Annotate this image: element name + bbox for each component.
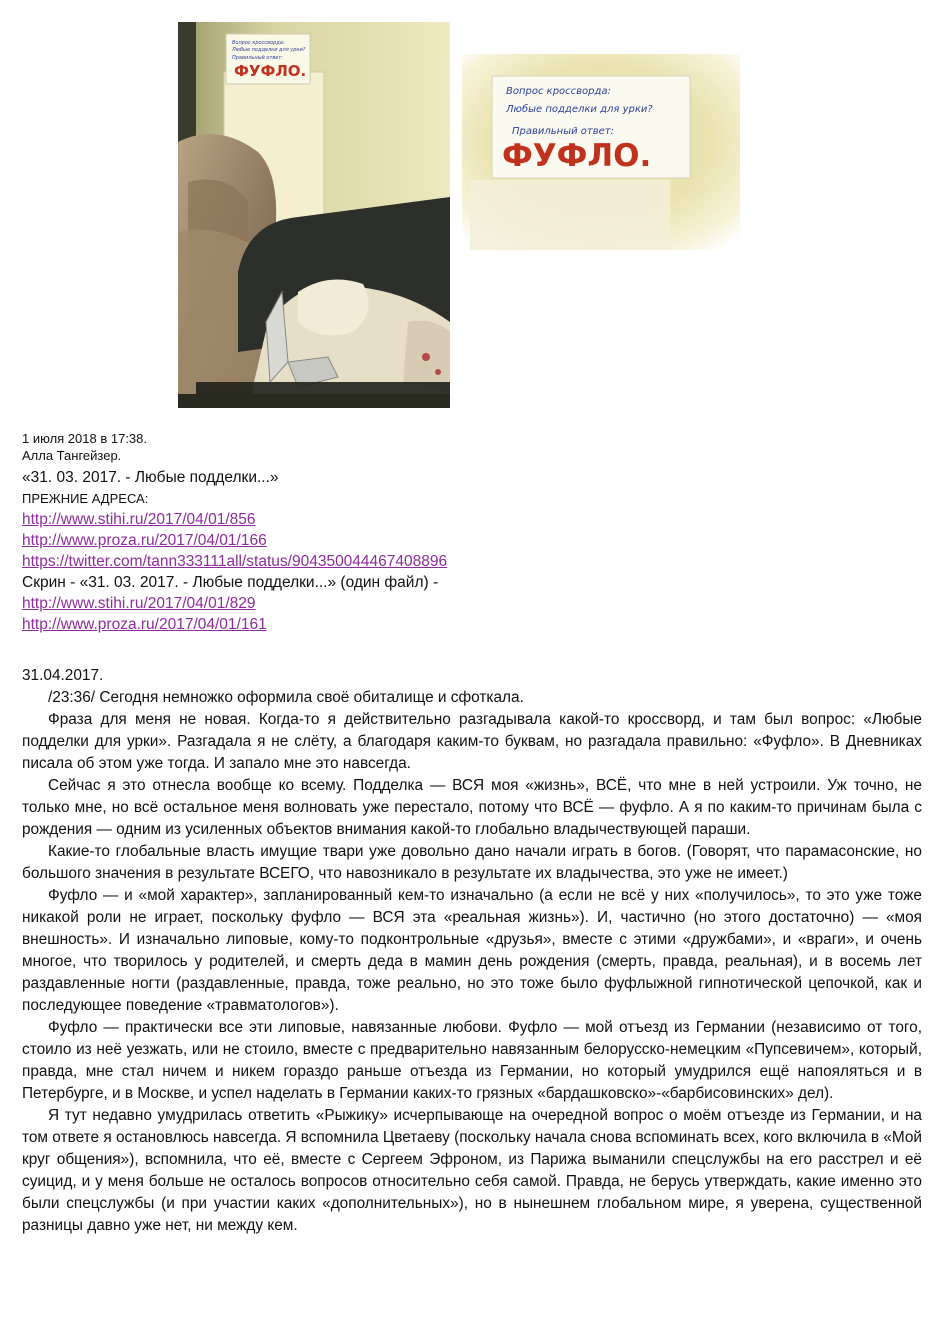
sign-answer: ФУФЛО.	[502, 138, 652, 174]
sign-question-label: Вопрос кроссворда:	[506, 86, 611, 97]
small-sign-question-label: Вопрос кроссворда:	[232, 40, 285, 46]
former-addresses-label: ПРЕЖНИЕ АДРЕСА:	[22, 491, 149, 506]
entry-date: 31.04.2017.	[22, 667, 104, 684]
post-date-time: 1 июля 2018 в 17:38.	[22, 431, 147, 446]
paragraph-6: Фуфло — практически все эти липовые, навязанные любови. Фуфло — мой отъезд из Германии (независимо от того, стоило из неё уезжать, или не стоило, вместе с предварительно навязанным белорусско-немецким «Пупсевичем», который, правда, мне стал ничем и никем гораздо раньше отъезда из Германии, но который умудрился ещё напояляться и в Петербурге, и в Москве, и успел наделать в Германии каких-то грязных «бардашковско»-«барбисовинских» дел).	[22, 1019, 922, 1102]
paragraph-3: Сейчас я это отнесла вообще ко всему. Подделка — ВСЯ моя «жизнь», ВСЁ, что мне в ней устроили. Уж точно, не только мне, но всё остальное меня волновать уже перестало, потому что ВСЁ — фуфло. А я по каким-то причинам была с рождения — одним из усиленных объектов внимания какой-то глобально владычествующей параши.	[22, 777, 922, 838]
small-sign-question: Любые подделки для урки?	[232, 47, 306, 53]
small-sign-answer-label: Правильный ответ:	[232, 55, 283, 61]
post-body	[22, 665, 922, 1237]
sign-question: Любые подделки для урки?	[506, 104, 653, 115]
paragraph-2: Фраза для меня не новая. Когда-то я действительно разгадывала какой-то кроссворд, и там был вопрос: «Любые подделки для урки». Разгадала я не слёту, а благодаря каким-то буквам, но разгадала правильно: «Фуфло». В Дневниках писала об этом уже тогда. И запало мне это навсегда.	[22, 711, 922, 772]
sign-closeup-drawing	[462, 54, 740, 250]
paragraph-7: Я тут недавно умудрилась ответить «Рыжику» исчерпывающе на очередной вопрос о моём отъезде из Германии, и на том ответе я остановлюсь навсегда. Я вспомнила Цветаеву (поскольку начала снова вспоминать всех, кого включила в «Мой круг общения»), вспомнила, что её, вместе с Сергеем Эфроном, из Парижа выманили спецслужбы на его расстрел и её суицид, и у меня больше не осталось вопросов относительно себя самой. Правда, не берусь утверждать, какие именно это были спецслужбы (и при участии каких «дополнительных»), но в нынешнем глобальном мире, я уверена, существенной разницы давно уже нет, ни между кем.	[22, 1107, 922, 1234]
sign-answer-label: Правильный ответ:	[512, 126, 614, 137]
paragraph-5: Фуфло — и «мой характер», запланированный кем-то изначально (а если не всё у них «получилось», то это уже тоже никакой роли не играет, поскольку фуфло — ВСЯ эта «реальная жизнь»). И, частично (но этого достаточно) — «моя внешность». И изначально липовые, кому-то подконтрольные «друзья», вместе с этими «дружбами», и «враги», и очень многое, что творилось у родителей, и смерть деда в мамин день рождения (смерть, правда, реальная), и в восемь лет раздавленные ногти (раздавленные, правда, тоже реально, но это тоже было фуфлыжной гипнотической цепочкой, как и последующее поведение «травматологов»).	[22, 887, 922, 1014]
paragraph-4: Какие-то глобальные власть имущие твари уже довольно дано начали играть в богов. (Говорят, что парамасонские, но большого значения в результате ВСЕГО, что навозникало в результате их владычества, это уже не имеет.)	[22, 843, 922, 882]
link-twitter-status[interactable]: https://twitter.com/tann333111all/status/904350044467408896	[22, 553, 448, 570]
small-sign-answer: ФУФЛО.	[234, 62, 307, 80]
link-proza-161[interactable]: http://www.proza.ru/2017/04/01/161	[22, 616, 267, 633]
link-stihi-856[interactable]: http://www.stihi.ru/2017/04/01/856	[22, 511, 256, 528]
post-author: Алла Тангейзер.	[22, 448, 122, 463]
post-header	[22, 467, 447, 635]
post-title: «31. 03. 2017. - Любые подделки...»	[22, 469, 279, 486]
room-photo-drawing	[178, 22, 450, 408]
room-photo	[178, 22, 450, 408]
link-proza-166[interactable]: http://www.proza.ru/2017/04/01/166	[22, 532, 267, 549]
link-stihi-829[interactable]: http://www.stihi.ru/2017/04/01/829	[22, 595, 256, 612]
post-meta	[22, 430, 147, 464]
paragraph-1: /23:36/ Сегодня немножко оформила своё обиталище и сфоткала.	[48, 689, 524, 706]
screen-label: Скрин - «31. 03. 2017. - Любые подделки...» (один файл) -	[22, 574, 439, 591]
sign-closeup-photo	[462, 54, 740, 250]
